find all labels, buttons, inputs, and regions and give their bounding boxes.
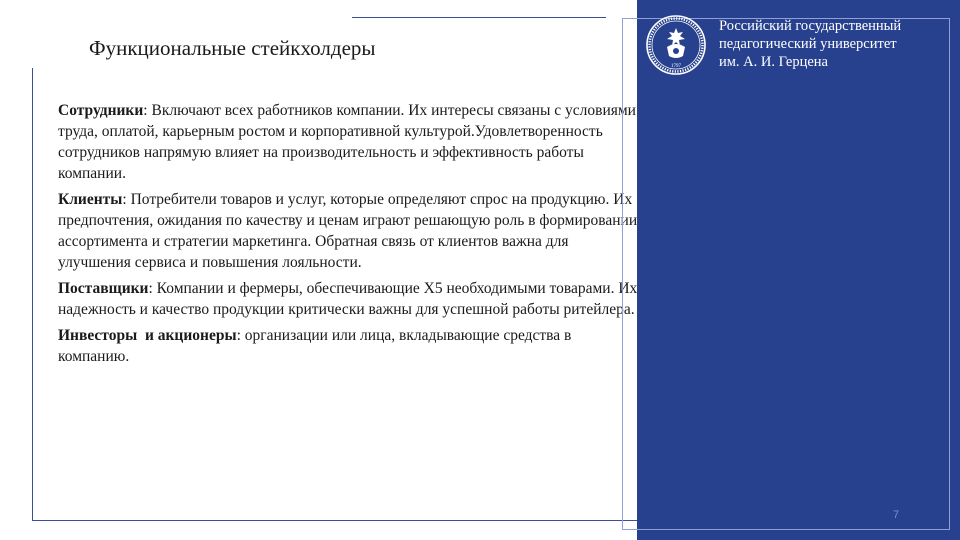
stakeholder-text: : Потребители товаров и услуг, которые определяют спрос на продукцию. Их предпочтения, ожидания по качеству и ценам играют решающую роль в формировании ассортимента и стратегии маркетинга. Обратная связь от клиентов важна для улучшения сервиса и повышения лояльности. [58, 191, 638, 271]
page-number: 7 [893, 509, 900, 521]
stakeholder-term: Сотрудники [58, 102, 144, 119]
top-divider [352, 17, 606, 18]
stakeholder-item [58, 278, 642, 320]
stakeholder-item [58, 325, 642, 367]
stakeholder-text: : организации или лица, вкладывающие средства в компанию. [58, 327, 572, 365]
slide-title: Функциональные стейкхолдеры [89, 36, 376, 60]
stakeholder-text: : Включают всех работников компании. Их интересы связаны с условиями труда, оплатой, карьерным ростом и корпоративной культурой.Удовлетворенность сотрудников напрямую влияет на производительность и эффективность работы компании. [58, 102, 636, 182]
university-name [719, 17, 901, 71]
frame-bottom-line [32, 520, 637, 521]
university-name-line: им. А. И. Герцена [719, 54, 828, 70]
stakeholder-term: Клиенты [58, 191, 123, 208]
stakeholder-item [58, 189, 642, 273]
content-body [58, 100, 642, 372]
university-seal-icon [645, 14, 707, 76]
stakeholder-term: Поставщики [58, 280, 149, 297]
university-name-line: Российский государственный [719, 18, 902, 34]
stakeholder-item [58, 100, 642, 184]
frame-left-line [32, 68, 33, 520]
seal-year: 1797 [671, 64, 681, 69]
stakeholder-term: Инвесторы и акционеры [58, 327, 237, 344]
side-frame [622, 18, 950, 530]
stakeholder-text: : Компании и фермеры, обеспечивающие Х5 необходимыми товарами. Их надежность и качество продукции критически важны для успешной работы ритейлера. [58, 280, 638, 318]
university-name-line: педагогический университет [719, 36, 897, 52]
